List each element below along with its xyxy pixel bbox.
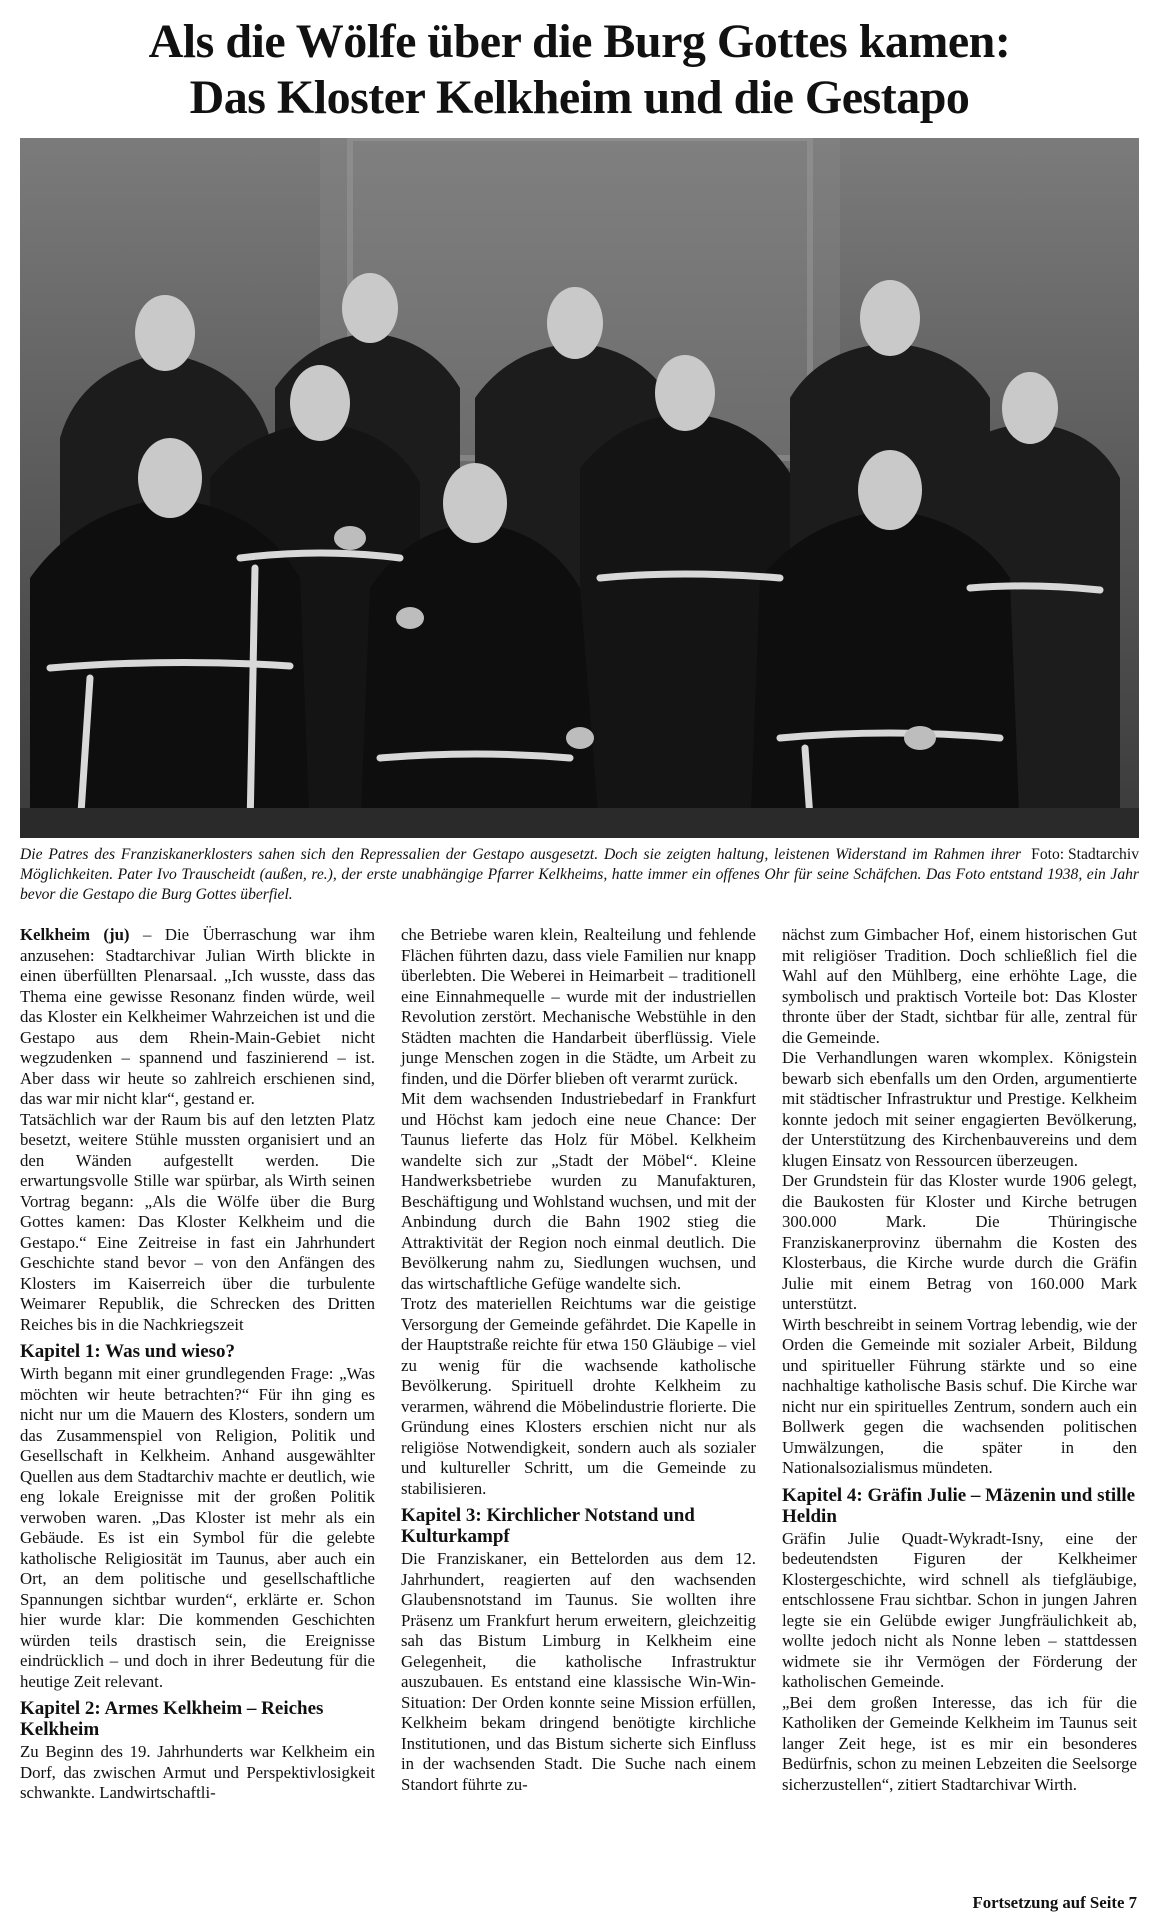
article-column-2 bbox=[401, 925, 756, 1795]
photo-illustration bbox=[20, 138, 1139, 838]
paragraph: che Betriebe waren klein, Realteilung und fehlende Flächen führten dazu, dass viele Familien nur knapp überlebten. Die Weberei in Heimarbeit – traditionell eine Einnahmequelle – wurde mit der industriellen Revolution zerstört. Mechanische Webstühle in den Städten machten die Handarbeit überflüssig. Viele junge Menschen zogen in die Städte, um Arbeit zu finden, und die Dörfer blieben oft verarmt zurück. bbox=[401, 925, 756, 1088]
section-heading: Kapitel 3: Kirchlicher Notstand und Kulturkampf bbox=[401, 1505, 695, 1547]
paragraph: Wirth beschreibt in seinem Vortrag lebendig, wie der Orden die Gemeinde mit sozialer Arbeit, Bildung und spiritueller Führung stärkte und so eine nachhaltige katholische Basis schuf. Die Kirche war nicht nur ein spirituelles Zentrum, sondern auch ein Bollwerk gegen die wachsenden politischen Umwälzungen, die später in den Nationalsozialismus mündeten. bbox=[782, 1314, 1137, 1477]
headline-line-1: Als die Wölfe über die Burg Gottes kamen: bbox=[148, 15, 1011, 68]
section-heading: Kapitel 2: Armes Kelkheim – Reiches Kelkheim bbox=[20, 1698, 324, 1740]
article-column-1 bbox=[20, 925, 375, 1804]
group-photo bbox=[20, 138, 1139, 838]
paragraph: „Bei dem großen Interesse, das ich für die Katholiken der Gemeinde Kelkheim im Taunus seit langer Zeit hege, ist es mir ein besonderes Bedürfnis, schon zu meinen Lebzeiten die Seelsorge sicherzustellen“, zitiert Stadtarchivar Wirth. bbox=[782, 1692, 1137, 1794]
headline bbox=[0, 14, 1159, 126]
paragraph: Wirth begann mit einer grundlegenden Frage: „Was möchten wir heute betrachten?“ Für ihn ging es nicht nur um die Mauern des Klosters, sondern um das Zusammenspiel von Religion, Politik und Gesellschaft in Kelkheim. Anhand ausgewählter Quellen aus dem Stadtarchiv machte er deutlich, wie eng lokale Ereignisse mit der großen Politik verwoben waren. „Das Kloster ist mehr als ein Gebäude. Es ist ein Symbol für die gelebte katholische Religiosität im Taunus, aber auch ein Ort, an dem politische und gesellschaftliche Spannungen sichtbar wurden“, erklärte er. Schon hier wurde klar: Die kommenden Geschichten würden teils drastisch sein, die Ereignisse eindrücklich – und doch in ihrer Bedeutung für die heutige Zeit relevant. bbox=[20, 1364, 375, 1691]
headline-line-2: Das Kloster Kelkheim und die Gestapo bbox=[189, 71, 970, 124]
section-heading: Kapitel 1: Was und wieso? bbox=[20, 1341, 236, 1362]
paragraph: Die Franziskaner, ein Bettelorden aus dem 12. Jahrhundert, reagierten auf den wachsenden Glaubensnotstand im Taunus. Sie wollten ihre Präsenz um Frankfurt herum erweitern, gleichzeitig sah das Bistum Limburg in Kelkheim eine Gelegenheit, die katholische Infrastruktur auszubauen. Es entstand eine klassische Win-Win-Situation: Der Orden konnte seine Mission erfüllen, Kelkheim bekam dringend benötigte kirchliche Institutionen, und das Bistum sicherte sich Einfluss in der wachsenden Stadt. Die Suche nach einem Standort führte zu- bbox=[401, 1549, 756, 1794]
paragraph bbox=[20, 925, 375, 1110]
photo-credit: Foto: Stadtarchiv bbox=[1031, 846, 1139, 863]
lead-text: – Die Überraschung war ihm anzusehen: Stadtarchivar Julian Wirth blickte in einen überfüllten Plenarsaal. „Ich wusste, dass das Thema eine gewisse Resonanz finden würde, weil das Kloster ein Kelkheimer Wahrzeichen ist und die Gestapo aus dem Rhein-Main-Gebiet nicht wegzudenken – spannend und faszinierend – ist. Aber dass wir heute so zahlreich erschienen sind, das war mir nicht klar“, gestand er. bbox=[20, 925, 375, 1108]
paragraph: Trotz des materiellen Reichtums war die geistige Versorgung der Gemeinde gefährdet. Die Kapelle in der Hauptstraße reichte für etwa 150 Gläubige – viel zu wenig für die wachsende katholische Bevölkerung. Spirituell drohte Kelkheim zu verarmen, während die Möbelindustrie florierte. Die Gründung eines Klosters erschien nicht nur als religiöse Notwendigkeit, sondern auch als sozialer und kultureller Schritt, um die Gemeinde zu stabilisieren. bbox=[401, 1294, 756, 1498]
article-column-3 bbox=[782, 925, 1137, 1795]
photo-caption bbox=[20, 845, 1139, 905]
photo-caption-text: Die Patres des Franziskanerklosters sahen sich den Repressalien der Gestapo ausgesetzt. Doch sie zeigten haltung, leistenen Widerstand im Rahmen ihrer Möglichkeiten. Pater Ivo Trauscheidt (außen, re.), der erste unabhängige Pfarrer Kelkheims, hatte immer ein offenes Ohr für seine Schäfchen. Das Foto entstand 1938, ein Jahr bevor die Gestapo die Burg Gottes überfiel. bbox=[20, 846, 1139, 903]
paragraph: Der Grundstein für das Kloster wurde 1906 gelegt, die Baukosten für Kloster und Kirche betrugen 300.000 Mark. Die Thüringische Franziskanerprovinz übernahm die Kosten des Klosterbaus, die Kirche wurde durch die Gräfin Julie mit einem Betrag von 160.000 Mark unterstützt. bbox=[782, 1171, 1137, 1313]
paragraph: Mit dem wachsenden Industriebedarf in Frankfurt und Höchst kam jedoch eine neue Chance: Der Taunus lieferte das Holz für Möbel. Kelkheim wandelte sich zur „Stadt der Möbel“. Kleine Handwerksbetriebe wurden zu Manufakturen, Beschäftigung und Wohlstand wuchsen, und mit der Anbindung durch die Bahn 1902 stieg die Attraktivität der Region noch einmal deutlich. Die Bevölkerung nahm zu, Siedlungen wuchsen, und das wirtschaftliche Gefüge wandelte sich. bbox=[401, 1089, 756, 1293]
paragraph: nächst zum Gimbacher Hof, einem historischen Gut mit religiöser Tradition. Doch schließlich fiel die Wahl auf den Mühlberg, eine erhöhte Lage, die symbolisch und praktisch Vorteile bot: Das Kloster thronte über der Stadt, sichtbar für alle, zentral für die Gemeinde. bbox=[782, 925, 1137, 1047]
paragraph: Zu Beginn des 19. Jahrhunderts war Kelkheim ein Dorf, das zwischen Armut und Perspektivlosigkeit schwankte. Landwirtschaftli- bbox=[20, 1742, 375, 1802]
paragraph: Gräfin Julie Quadt-Wykradt-Isny, eine der bedeutendsten Figuren der Kelkheimer Klostergeschichte, wird schnell als tiefgläubige, entschlossene Frau sichtbar. Schon in jungen Jahren legte sie ein Gelübde ewiger Jungfräulichkeit ab, wollte jedoch nicht als Nonne leben – stattdessen widmete sie ihr Vermögen der Förderung der katholischen Gemeinde. bbox=[782, 1528, 1137, 1691]
paragraph: Tatsächlich war der Raum bis auf den letzten Platz besetzt, weitere Stühle mussten organisiert und an den Wänden aufgestellt werden. Die erwartungsvolle Stille war spürbar, als Wirth seinen Vortrag begann: „Als die Wölfe über die Burg Gottes kamen: Das Kloster Kelkheim und die Gestapo.“ Eine Zeitreise in fast ein Jahrhundert Geschichte stand bevor – von den Anfängen des Klosters im Kaiserreich über die turbulente Weimarer Republik, die Schrecken des Dritten Reiches bis in die Nachkriegszeit bbox=[20, 1109, 375, 1334]
paragraph: Die Verhandlungen waren wkomplex. Königstein bewarb sich ebenfalls um den Orden, argumentierte mit städtischer Infrastruktur und Prestige. Kelkheim konnte jedoch mit seiner engagierten Bevölkerung, der Unterstützung des Kirchenbauvereins und dem klugen Einsatz von Ressourcen überzeugen. bbox=[782, 1048, 1137, 1170]
continuation-note: Fortsetzung auf Seite 7 bbox=[972, 1893, 1137, 1912]
dateline: Kelkheim (ju) bbox=[20, 925, 130, 944]
section-heading: Kapitel 4: Gräfin Julie – Mäzenin und stille Heldin bbox=[782, 1484, 1136, 1527]
